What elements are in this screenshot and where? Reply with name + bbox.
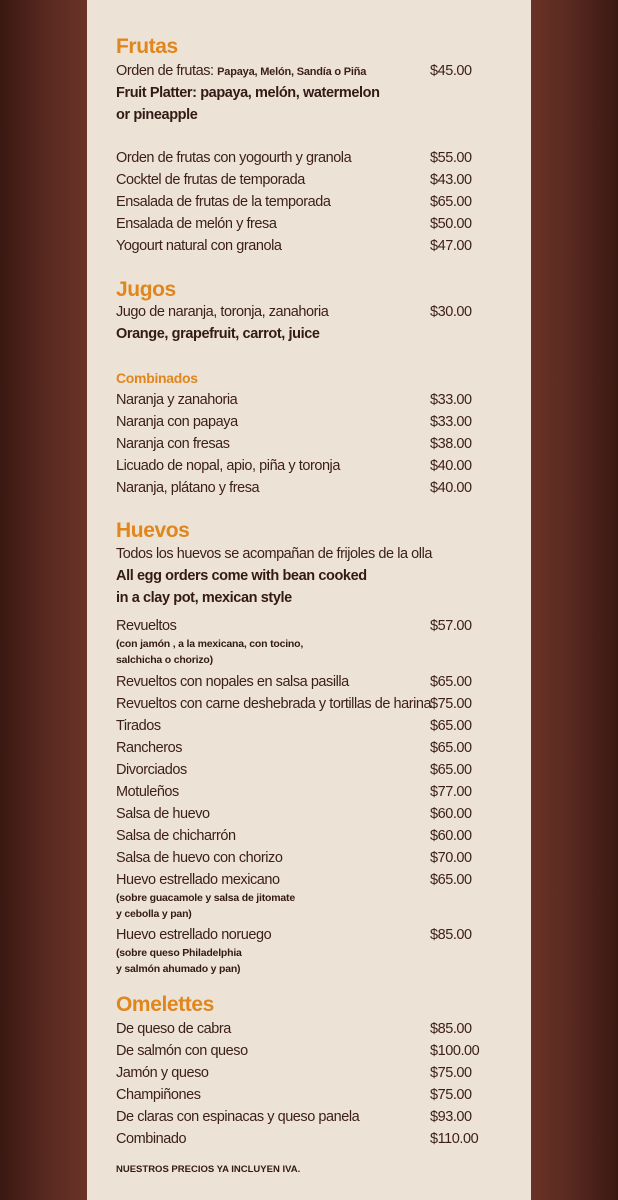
menu-item: Cocktel de frutas de temporada (116, 172, 305, 188)
item-price: $93.00 (430, 1109, 472, 1125)
item-name: Orden de frutas: (116, 63, 218, 79)
menu-item: Orden de frutas con yogourth y granola (116, 150, 352, 166)
item-price: $75.00 (430, 1065, 472, 1081)
item-note: y salmón ahumado y pan) (116, 963, 241, 975)
menu-item: Naranja con fresas (116, 436, 230, 452)
item-price: $33.00 (430, 392, 472, 408)
menu-item: Naranja con papaya (116, 414, 238, 430)
footer-tax-note: NUESTROS PRECIOS YA INCLUYEN IVA. (116, 1164, 301, 1175)
section-title-jugos: Jugos (116, 278, 176, 301)
section-title-omelettes: Omelettes (116, 993, 214, 1016)
item-price: $65.00 (430, 718, 472, 734)
menu-item: Revueltos con carne deshebrada y tortillas de harina (116, 696, 432, 712)
menu-item: Ensalada de frutas de la temporada (116, 194, 331, 210)
menu-item: Salsa de huevo (116, 806, 210, 822)
item-price: $85.00 (430, 1021, 472, 1037)
item-price: $47.00 (430, 238, 472, 254)
item-note: (sobre queso Philadelphia (116, 947, 242, 959)
menu-item: Naranja y zanahoria (116, 392, 238, 408)
english-description: All egg orders come with bean cooked (116, 568, 367, 584)
subsection-title-combinados: Combinados (116, 370, 198, 386)
menu-item: Divorciados (116, 762, 187, 778)
item-price: $75.00 (430, 696, 472, 712)
item-price: $57.00 (430, 618, 472, 634)
menu-item: Yogourt natural con granola (116, 238, 282, 254)
menu-item: Motuleños (116, 784, 179, 800)
item-note: salchicha o chorizo) (116, 654, 213, 666)
item-price: $77.00 (430, 784, 472, 800)
menu-item: Naranja, plátano y fresa (116, 480, 260, 496)
item-detail: Papaya, Melón, Sandía o Piña (217, 66, 367, 78)
menu-item: Combinado (116, 1131, 187, 1147)
english-description: or pineapple (116, 107, 198, 123)
item-note: (con jamón , a la mexicana, con tocino, (116, 638, 304, 650)
section-title-huevos: Huevos (116, 519, 190, 542)
item-price: $65.00 (430, 194, 472, 210)
item-price: $70.00 (430, 850, 472, 866)
item-price: $100.00 (430, 1043, 480, 1059)
english-description: Fruit Platter: papaya, melón, watermelon (116, 85, 380, 101)
menu-item: Revueltos con nopales en salsa pasilla (116, 674, 349, 690)
item-price: $65.00 (430, 762, 472, 778)
item-price: $60.00 (430, 806, 472, 822)
menu-item: Salsa de huevo con chorizo (116, 850, 283, 866)
menu-item: Salsa de chicharrón (116, 828, 236, 844)
menu-item: Jamón y queso (116, 1065, 209, 1081)
menu-item-huevo-estrellado-mexicano: Huevo estrellado mexicano (116, 872, 280, 888)
menu-item: Rancheros (116, 740, 183, 756)
item-price: $38.00 (430, 436, 472, 452)
item-price: $75.00 (430, 1087, 472, 1103)
item-price: $40.00 (430, 458, 472, 474)
item-price: $45.00 (430, 63, 472, 79)
item-price: $40.00 (430, 480, 472, 496)
menu-item-orden-de-frutas (116, 61, 366, 82)
menu-item: Tirados (116, 718, 161, 734)
menu-item: Champiñones (116, 1087, 201, 1103)
item-note: (sobre guacamole y salsa de jitomate (116, 892, 295, 904)
item-price: $30.00 (430, 304, 472, 320)
item-price: $33.00 (430, 414, 472, 430)
menu-item: De salmón con queso (116, 1043, 248, 1059)
english-description: in a clay pot, mexican style (116, 590, 292, 606)
item-price: $60.00 (430, 828, 472, 844)
section-title-frutas: Frutas (116, 35, 178, 58)
menu-item: Licuado de nopal, apio, piña y toronja (116, 458, 340, 474)
item-note: y cebolla y pan) (116, 908, 192, 920)
menu-item: De queso de cabra (116, 1021, 231, 1037)
item-price: $55.00 (430, 150, 472, 166)
section-intro: Todos los huevos se acompañan de frijoles de la olla (116, 546, 432, 562)
item-price: $43.00 (430, 172, 472, 188)
item-price: $110.00 (430, 1131, 479, 1147)
menu-item-huevo-estrellado-noruego: Huevo estrellado noruego (116, 927, 272, 943)
menu-item-revueltos: Revueltos (116, 618, 177, 634)
item-price: $65.00 (430, 740, 472, 756)
item-price: $85.00 (430, 927, 472, 943)
menu-item: De claras con espinacas y queso panela (116, 1109, 360, 1125)
menu-item: Jugo de naranja, toronja, zanahoria (116, 304, 329, 320)
item-price: $65.00 (430, 674, 472, 690)
menu-item: Ensalada de melón y fresa (116, 216, 277, 232)
item-price: $50.00 (430, 216, 472, 232)
english-description: Orange, grapefruit, carrot, juice (116, 326, 320, 342)
item-price: $65.00 (430, 872, 472, 888)
